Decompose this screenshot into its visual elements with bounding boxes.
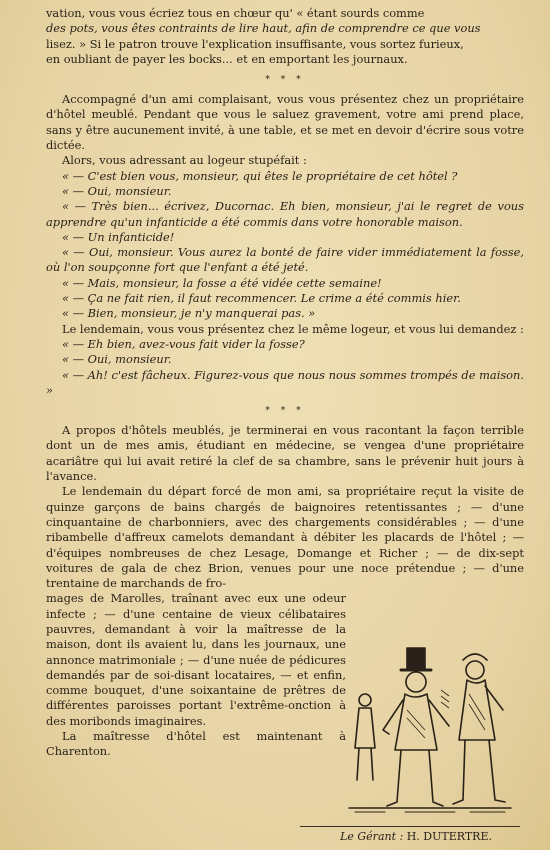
paragraph: mages de Marolles, traînant avec eux une odeur infecte ; — d'une centaine de vieux célibataires pauvres, demandant à voir la maîtresse de la maison, dont ils avaient lu, dans les journaux, une annonce matrimoniale ; — d'une nuée de pédicures demandés par de soi-disant locataires, — et enfin, comme bouquet, d'une soixantaine de prêtres de différentes paroisses portant l'extrême-onction à des moribonds imaginaires. (46, 591, 346, 728)
top-paragraph (46, 6, 524, 67)
footer (300, 826, 520, 843)
paragraph: A propos d'hôtels meublés, je terminerai en vous racontant la façon terrible dont un de mes amis, étudiant en médecine, se vengea d'une propriétaire acariâtre qui lui avait retiré la clef de sa chambre, sans le prévenir huit jours à l'avance. (46, 423, 524, 484)
paragraph: Le lendemain, vous vous présentez chez le même logeur, et vous lui demandez : (62, 321, 524, 336)
dialogue-line: « — Un infanticide! (62, 229, 175, 244)
dialogue-line: « — Ah! c'est fâcheux. Figurez-vous que nous nous sommes trompés de maison. » (46, 367, 524, 397)
footer-rule (300, 826, 520, 827)
dialogue-line: « — Oui, monsieur. (62, 352, 172, 367)
dialogue-line: « — Oui, monsieur. (62, 183, 172, 198)
paragraph: Alors, vous adressant au logeur stupéfait : (62, 153, 307, 168)
story-one (46, 92, 524, 398)
gerant-label: Le Gérant : (340, 830, 404, 843)
text-line: vation, vous vous écriez tous en chœur qu' « étant sourds comme (46, 6, 425, 20)
text-line: lisez. » Si le patron trouve l'explication insuffisante, vous sortez furieux, (46, 36, 464, 51)
gerant-name: H. DUTERTRE. (406, 830, 492, 843)
text-line: des pots, vous êtes contraints de lire haut, afin de comprendre ce que vous (46, 21, 481, 36)
section-separator: * * * (265, 75, 305, 86)
paragraph: Accompagné d'un ami complaisant, vous vous présentez chez un propriétaire d'hôtel meublé. Pendant que vous le saluez gravement, votre ami prend place, sans y être aucunement invité, à une table, et se met en devoir d'écrire sous votre dictée. (46, 92, 524, 153)
dialogue-line: « — Oui, monsieur. Vous aurez la bonté de faire vider immédiatement la fosse, où l'on soupçonne fort que l'enfant a été jeté. (46, 245, 524, 275)
text-line: en oubliant de payer les bocks... et en emportant les journaux. (46, 51, 408, 66)
dialogue-line: « — C'est bien vous, monsieur, qui êtes le propriétaire de cet hôtel ? (62, 168, 458, 183)
paragraph: Le lendemain du départ forcé de mon ami, sa propriétaire reçut la visite de quinze garçons de bains chargés de baignoires retentissantes ; — d'une cinquantaine de charbonniers, avec des chargements considérables ; — d'une ribambelle d'affreux camelots demandant à débiter les placards de l'hôtel ; — d'équipes nombreuses de chez Lesage, Domange et Richer ; — de dix-sept voitures de gala de chez Brion, venues pour une noce prétendue ; — d'une trentaine de marchands de fro- (46, 484, 524, 591)
paragraph: La maîtresse d'hôtel est maintenant à Charenton. (46, 729, 346, 759)
dialogue-line: « — Eh bien, avez-vous fait vider la fosse? (62, 336, 305, 351)
gerant-signature (300, 830, 520, 843)
dialogue-line: « — Bien, monsieur, je n'y manquerai pas. » (62, 306, 316, 321)
engraving-illustration (345, 630, 515, 815)
dialogue-line: « — Très bien... écrivez, Ducornac. Eh bien, monsieur, j'ai le regret de vous apprendre qu'un infanticide a été commis dans votre honorable maison. (46, 199, 524, 229)
dialogue-line: « — Mais, monsieur, la fosse a été vidée cette semaine! (62, 275, 382, 290)
dialogue-line: « — Ça ne fait rien, il faut recommencer. Le crime a été commis hier. (62, 291, 461, 306)
section-separator: * * * (265, 406, 305, 417)
